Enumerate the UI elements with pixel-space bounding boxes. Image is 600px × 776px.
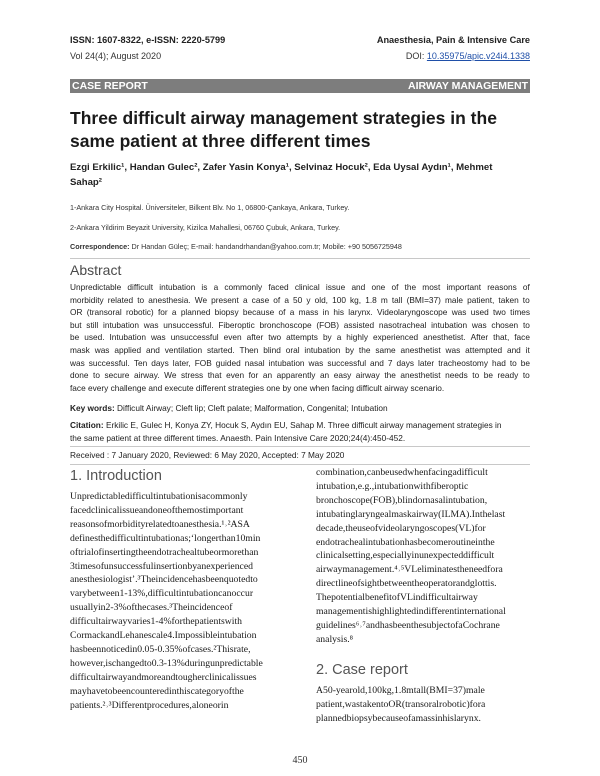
affiliation-1: 1-Ankara City Hospital. Üniversiteler, Bilkent Blv. No 1, 06800-Çankaya, Ankara, Turkey. bbox=[70, 203, 350, 212]
body-line: definesthedifficultintubationas;‘longerthan10min bbox=[70, 532, 261, 544]
correspondence bbox=[70, 242, 402, 251]
body-line: however,ischangedto0.3-13%duringunpredictable bbox=[70, 657, 263, 669]
divider bbox=[70, 464, 530, 465]
body-line: decade,theuseofvideolaryngoscopes(VL)for bbox=[316, 522, 486, 534]
citation bbox=[70, 419, 530, 444]
body-line: A50-yearold,100kg,1.8mtall(BMI=37)male bbox=[316, 685, 485, 696]
body-line: airwaymanagement.⁴˒⁵VLeliminatestheneedfora bbox=[316, 564, 503, 576]
body-line: anesthesiologist’.³Theincidencehasbeenquotedto bbox=[70, 574, 258, 586]
article-type-label: CASE REPORT bbox=[72, 80, 148, 92]
doi-label: DOI: bbox=[405, 51, 425, 61]
body-line: managementishighlightedindifferentinternational bbox=[316, 606, 506, 618]
citation-line: Erkilic E, Gulec H, Konya ZY, Hocuk S, Aydın EU, Sahap M. Three difficult airway management strategies in bbox=[103, 420, 502, 430]
volume-text: Vol 24(4); August 2020 bbox=[70, 51, 162, 61]
citation-label: Citation: bbox=[70, 420, 104, 430]
abstract-line: mask was applied and ventilation started. Then blind oral intubation by the same anesthetist was attempted and it bbox=[70, 344, 530, 355]
body-line: 3timesofunsuccessfulinsertionbyanexperienced bbox=[70, 560, 253, 572]
journal-name: Anaesthesia, Pain & Intensive Care bbox=[376, 35, 530, 45]
right-column-body bbox=[316, 466, 530, 647]
body-line: ThepotentialbenefitofVLindifficultairway bbox=[316, 592, 478, 604]
abstract-heading: Abstract bbox=[70, 262, 122, 278]
body-line: plannedbiopsybecauseofamassinhislarynx. bbox=[316, 712, 481, 724]
title-line: Three difficult airway management strategies in the bbox=[70, 108, 497, 128]
body-line: reasonsofmorbidityrelatedtoanesthesia.¹˒²ASA bbox=[70, 518, 250, 530]
case-report-body bbox=[316, 684, 530, 726]
doi-link[interactable]: 10.35975/apic.v24i4.1338 bbox=[426, 51, 530, 61]
body-line: intubation,e.g.,intubationwithfiberoptic bbox=[316, 480, 469, 492]
abstract-line: OR (transoral robotic) for a planned biopsy because of a mass in his larynx. Videolaryngoscope was used two times bbox=[70, 307, 530, 318]
body-line: endotrachealintubationhasbecomeroutineinthe bbox=[316, 536, 495, 548]
introduction-heading: 1. Introduction bbox=[70, 468, 162, 484]
body-line: guidelines⁶˒⁷andhasbeenthesubjectofaCochrane bbox=[316, 619, 500, 631]
abstract-line: morbidity related to anesthesia. We present a case of a 50 y old, 100 kg, 1.8 m tall (BMI=37) male patient, taken to bbox=[70, 294, 530, 305]
article-type-banner bbox=[70, 79, 530, 93]
article-title bbox=[70, 107, 540, 153]
correspondence-text: Dr Handan Güleç; E-mail: handandrhandan@yahoo.com.tr; Mobile: +90 5056725948 bbox=[129, 242, 402, 251]
case-report-heading: 2. Case report bbox=[316, 662, 408, 678]
body-line: usuallyin2-3%ofthecases.³Theincidenceof bbox=[70, 602, 233, 614]
body-line: mayhavetobeencounteredinthiscategoryofthe bbox=[70, 685, 244, 697]
abstract-line: was successful. Ten days later, FOB guided nasal intubation was successful and 7 days later tracheostomy had to be bbox=[70, 357, 530, 368]
correspondence-label: Correspondence: bbox=[70, 242, 130, 251]
affiliation-2: 2-Ankara Yildirim Beyazit University, Kizilca Mahallesi, 06760 Çubuk, Ankara, Turkey. bbox=[70, 223, 341, 232]
issn-text: ISSN: 1607-8322, e-ISSN: 2220-5799 bbox=[70, 35, 226, 45]
body-line: combination,canbeusedwhenfacingadifficult bbox=[316, 467, 488, 478]
body-line: directlineofsightbetweentheoperatorandglottis. bbox=[316, 578, 497, 590]
body-line: difficultairwayandmoreandtougherclinicalissues bbox=[70, 671, 257, 683]
article-category-label: AIRWAY MANAGEMENT bbox=[408, 80, 528, 92]
body-line: CormackandLehanescale4.Impossibleintubation bbox=[70, 630, 257, 642]
title-line: same patient at three different times bbox=[70, 131, 371, 151]
body-line: oftrialofinsertingtheendotrachealtubeormorethan bbox=[70, 546, 259, 558]
abstract-line: done to secure airway. We stress that even for an apparently an easy airway the anesthetist needs to be ready to bbox=[70, 370, 530, 381]
keywords bbox=[70, 403, 388, 413]
body-line: hasbeennoticedin0.05-0.35%ofcases.²Thisrate, bbox=[70, 643, 251, 655]
abstract-line: be used. Intubation was unsuccessful even after two attempts by a highly experienced anesthetist. After that, face bbox=[70, 332, 530, 343]
authors-line: Sahap² bbox=[70, 177, 102, 188]
keywords-label: Key words: bbox=[70, 403, 115, 413]
author-list bbox=[70, 160, 540, 190]
abstract-line: but still intubation was unsuccessful. Fiberoptic bronchoscope (FOB) assisted nasotracheal intubation was chosen to bbox=[70, 319, 530, 330]
abstract-line: Unpredictable difficult intubation is a commonly faced clinical issue and one of the most important reasons of bbox=[70, 282, 530, 292]
body-line: varybetween1-13%,difficultintubationcanoccur bbox=[70, 588, 254, 600]
doi bbox=[406, 51, 530, 61]
divider bbox=[70, 258, 530, 259]
citation-line: the same patient at three different times. Anaesth. Pain Intensive Care 2020;24(4):450-452. bbox=[70, 432, 406, 443]
received-dates: Received : 7 January 2020, Reviewed: 6 May 2020, Accepted: 7 May 2020 bbox=[70, 450, 345, 460]
body-line: patient,wastakentoOR(transoralrobotic)fora bbox=[316, 698, 486, 710]
body-line: analysis.⁸ bbox=[316, 633, 354, 645]
keywords-text: Difficult Airway; Cleft lip; Cleft palate; Malformation, Congenital; Intubation bbox=[114, 403, 388, 413]
body-line: facedclinicalissueandoneofthemostimportant bbox=[70, 504, 244, 516]
authors-line: Ezgi Erkilic¹, Handan Gulec², Zafer Yasin Konya¹, Selvinaz Hocuk², Eda Uysal Aydın¹, Mehmet bbox=[70, 162, 493, 173]
body-line: intubatinglaryngealmaskairway(ILMA).Inthelast bbox=[316, 508, 506, 520]
introduction-body bbox=[70, 490, 294, 713]
body-line: Unpredictabledifficultintubationisacommonly bbox=[70, 491, 248, 502]
abstract-line: face every challenge and execute different strategies one by one when facing difficult airway scenario. bbox=[70, 382, 445, 393]
page-number: 450 bbox=[292, 755, 308, 766]
divider bbox=[70, 446, 530, 447]
body-line: bronchoscope(FOB),blindornasalintubation, bbox=[316, 494, 488, 506]
abstract-body bbox=[70, 281, 530, 394]
body-line: patients.²˒³Differentprocedures,aloneorin bbox=[70, 699, 229, 711]
body-line: difficultairwayvaries1-4%forthepatientswith bbox=[70, 616, 243, 628]
body-line: clinicalsetting,especiallyinunexpecteddifficult bbox=[316, 550, 495, 562]
